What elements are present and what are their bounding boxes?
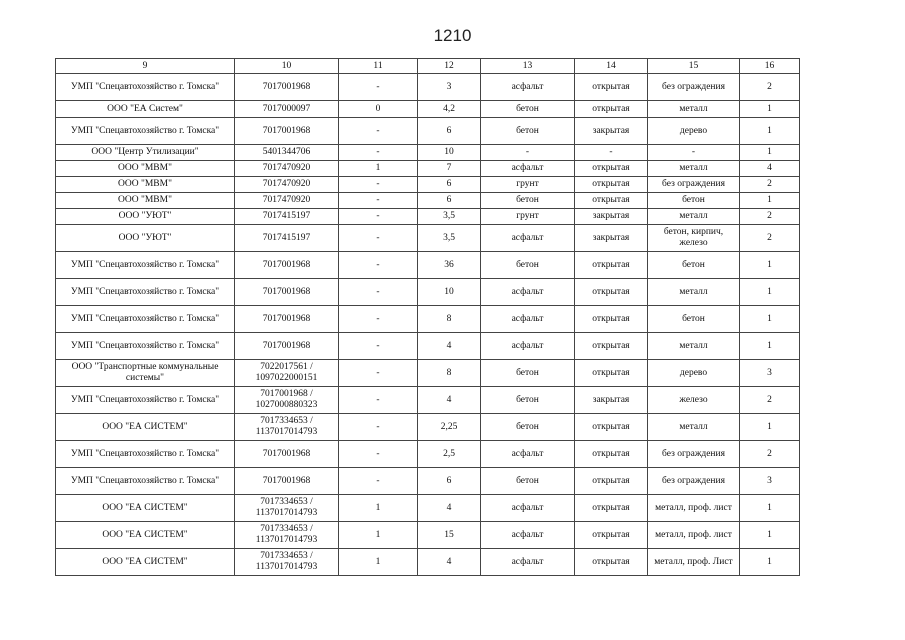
cell-inn: 7017334653 / 1137017014793	[235, 549, 339, 576]
cell-area: 3	[418, 74, 481, 101]
cell-fence: дерево	[648, 360, 740, 387]
cell-inn: 7017001968	[235, 279, 339, 306]
cell-count: 1	[740, 333, 800, 360]
cell-type: открытая	[575, 441, 648, 468]
cell-type: открытая	[575, 414, 648, 441]
column-header: 10	[235, 59, 339, 74]
cell-fence: без ограждения	[648, 177, 740, 193]
cell-col11: 1	[339, 495, 418, 522]
cell-surface: асфальт	[481, 74, 575, 101]
cell-surface: бетон	[481, 118, 575, 145]
cell-inn: 7017001968	[235, 306, 339, 333]
cell-type: открытая	[575, 549, 648, 576]
cell-col11: -	[339, 387, 418, 414]
cell-owner: ООО "ЕА Систем"	[56, 101, 235, 118]
cell-count: 2	[740, 177, 800, 193]
cell-type: -	[575, 145, 648, 161]
cell-owner: ООО "УЮТ"	[56, 225, 235, 252]
cell-inn: 7017334653 / 1137017014793	[235, 495, 339, 522]
cell-fence: металл	[648, 279, 740, 306]
cell-col11: -	[339, 360, 418, 387]
cell-owner: УМП "Спецавтохозяйство г. Томска"	[56, 279, 235, 306]
cell-fence: дерево	[648, 118, 740, 145]
cell-owner: УМП "Спецавтохозяйство г. Томска"	[56, 387, 235, 414]
cell-inn: 7017001968	[235, 333, 339, 360]
cell-fence: металл, проф. лист	[648, 495, 740, 522]
cell-owner: ООО "ЕА СИСТЕМ"	[56, 549, 235, 576]
table-row	[56, 145, 800, 161]
cell-fence: металл	[648, 333, 740, 360]
cell-type: закрытая	[575, 225, 648, 252]
cell-surface: бетон	[481, 101, 575, 118]
table-row	[56, 279, 800, 306]
cell-col11: -	[339, 145, 418, 161]
cell-type: открытая	[575, 193, 648, 209]
cell-owner: УМП "Спецавтохозяйство г. Томска"	[56, 306, 235, 333]
cell-surface: бетон	[481, 468, 575, 495]
cell-count: 2	[740, 209, 800, 225]
cell-type: открытая	[575, 360, 648, 387]
cell-inn: 7017470920	[235, 177, 339, 193]
cell-count: 1	[740, 549, 800, 576]
table-row	[56, 495, 800, 522]
table-row	[56, 74, 800, 101]
cell-fence: металл	[648, 101, 740, 118]
cell-count: 2	[740, 225, 800, 252]
cell-count: 1	[740, 193, 800, 209]
cell-area: 8	[418, 360, 481, 387]
cell-type: открытая	[575, 177, 648, 193]
cell-inn: 7017415197	[235, 225, 339, 252]
cell-inn: 7017000097	[235, 101, 339, 118]
cell-surface: бетон	[481, 193, 575, 209]
cell-inn: 7017001968	[235, 468, 339, 495]
cell-inn: 7017415197	[235, 209, 339, 225]
cell-owner: УМП "Спецавтохозяйство г. Томска"	[56, 74, 235, 101]
cell-fence: бетон	[648, 306, 740, 333]
cell-surface: -	[481, 145, 575, 161]
cell-owner: ООО "УЮТ"	[56, 209, 235, 225]
cell-inn: 7017334653 / 1137017014793	[235, 414, 339, 441]
table-row	[56, 306, 800, 333]
cell-col11: -	[339, 209, 418, 225]
cell-inn: 7017001968	[235, 74, 339, 101]
cell-surface: асфальт	[481, 441, 575, 468]
cell-area: 3,5	[418, 209, 481, 225]
cell-inn: 7017470920	[235, 161, 339, 177]
cell-fence: металл	[648, 414, 740, 441]
page-number: 1210	[433, 26, 472, 45]
cell-surface: асфальт	[481, 161, 575, 177]
cell-surface: бетон	[481, 360, 575, 387]
cell-type: открытая	[575, 522, 648, 549]
cell-type: закрытая	[575, 118, 648, 145]
table-row	[56, 209, 800, 225]
cell-owner: УМП "Спецавтохозяйство г. Томска"	[56, 441, 235, 468]
cell-count: 2	[740, 74, 800, 101]
cell-type: закрытая	[575, 209, 648, 225]
cell-count: 1	[740, 145, 800, 161]
cell-owner: УМП "Спецавтохозяйство г. Томска"	[56, 468, 235, 495]
cell-area: 2,25	[418, 414, 481, 441]
cell-surface: грунт	[481, 209, 575, 225]
cell-area: 36	[418, 252, 481, 279]
column-header: 9	[56, 59, 235, 74]
table-row	[56, 468, 800, 495]
cell-col11: -	[339, 252, 418, 279]
cell-inn: 7022017561 / 1097022000151	[235, 360, 339, 387]
cell-fence: металл	[648, 161, 740, 177]
table-body	[56, 74, 800, 576]
table-row	[56, 252, 800, 279]
table-row	[56, 225, 800, 252]
cell-count: 1	[740, 118, 800, 145]
cell-col11: 1	[339, 549, 418, 576]
cell-type: открытая	[575, 495, 648, 522]
cell-surface: бетон	[481, 414, 575, 441]
cell-count: 2	[740, 387, 800, 414]
cell-surface: асфальт	[481, 549, 575, 576]
cell-col11: -	[339, 74, 418, 101]
cell-area: 4	[418, 549, 481, 576]
cell-surface: асфальт	[481, 225, 575, 252]
cell-col11: -	[339, 225, 418, 252]
table-row	[56, 161, 800, 177]
cell-surface: асфальт	[481, 522, 575, 549]
cell-inn: 7017470920	[235, 193, 339, 209]
cell-owner: ООО "ЕА СИСТЕМ"	[56, 522, 235, 549]
table-row	[56, 333, 800, 360]
cell-owner: ООО "МВМ"	[56, 193, 235, 209]
table-row	[56, 193, 800, 209]
column-header: 12	[418, 59, 481, 74]
cell-fence: железо	[648, 387, 740, 414]
cell-fence: -	[648, 145, 740, 161]
cell-area: 8	[418, 306, 481, 333]
cell-fence: без ограждения	[648, 441, 740, 468]
cell-type: открытая	[575, 161, 648, 177]
cell-area: 10	[418, 279, 481, 306]
cell-inn: 5401344706	[235, 145, 339, 161]
cell-area: 2,5	[418, 441, 481, 468]
cell-area: 15	[418, 522, 481, 549]
cell-col11: 1	[339, 522, 418, 549]
cell-inn: 7017334653 / 1137017014793	[235, 522, 339, 549]
cell-type: открытая	[575, 252, 648, 279]
cell-count: 4	[740, 161, 800, 177]
cell-fence: бетон	[648, 252, 740, 279]
cell-col11: 0	[339, 101, 418, 118]
column-header: 14	[575, 59, 648, 74]
cell-inn: 7017001968 / 1027000880323	[235, 387, 339, 414]
cell-type: открытая	[575, 101, 648, 118]
cell-area: 6	[418, 177, 481, 193]
cell-area: 6	[418, 118, 481, 145]
cell-fence: бетон	[648, 193, 740, 209]
cell-owner: УМП "Спецавтохозяйство г. Томска"	[56, 333, 235, 360]
table-row	[56, 360, 800, 387]
table-row	[56, 387, 800, 414]
cell-area: 3,5	[418, 225, 481, 252]
cell-count: 3	[740, 468, 800, 495]
cell-type: открытая	[575, 279, 648, 306]
cell-inn: 7017001968	[235, 252, 339, 279]
cell-fence: металл, проф. лист	[648, 522, 740, 549]
cell-inn: 7017001968	[235, 118, 339, 145]
cell-surface: бетон	[481, 387, 575, 414]
cell-col11: -	[339, 306, 418, 333]
cell-area: 4	[418, 333, 481, 360]
cell-type: открытая	[575, 468, 648, 495]
cell-surface: асфальт	[481, 306, 575, 333]
cell-type: закрытая	[575, 387, 648, 414]
cell-type: открытая	[575, 74, 648, 101]
column-header: 13	[481, 59, 575, 74]
cell-surface: бетон	[481, 252, 575, 279]
cell-col11: -	[339, 441, 418, 468]
cell-area: 4	[418, 387, 481, 414]
table-row	[56, 414, 800, 441]
cell-count: 1	[740, 279, 800, 306]
cell-col11: -	[339, 279, 418, 306]
cell-col11: -	[339, 118, 418, 145]
cell-fence: без ограждения	[648, 74, 740, 101]
cell-area: 4	[418, 495, 481, 522]
cell-surface: асфальт	[481, 495, 575, 522]
cell-count: 1	[740, 306, 800, 333]
cell-count: 1	[740, 101, 800, 118]
cell-col11: -	[339, 414, 418, 441]
cell-col11: -	[339, 468, 418, 495]
cell-area: 7	[418, 161, 481, 177]
cell-owner: ООО "МВМ"	[56, 161, 235, 177]
cell-count: 2	[740, 441, 800, 468]
cell-owner: ООО "ЕА СИСТЕМ"	[56, 414, 235, 441]
cell-count: 1	[740, 252, 800, 279]
cell-fence: металл	[648, 209, 740, 225]
cell-type: открытая	[575, 306, 648, 333]
cell-count: 1	[740, 522, 800, 549]
cell-owner: УМП "Спецавтохозяйство г. Томска"	[56, 252, 235, 279]
table-row	[56, 118, 800, 145]
cell-col11: -	[339, 193, 418, 209]
cell-type: открытая	[575, 333, 648, 360]
table-row	[56, 522, 800, 549]
cell-area: 10	[418, 145, 481, 161]
cell-owner: ООО "ЕА СИСТЕМ"	[56, 495, 235, 522]
cell-surface: грунт	[481, 177, 575, 193]
table-row	[56, 441, 800, 468]
cell-area: 6	[418, 468, 481, 495]
cell-col11: -	[339, 177, 418, 193]
cell-surface: асфальт	[481, 279, 575, 306]
cell-count: 3	[740, 360, 800, 387]
cell-area: 4,2	[418, 101, 481, 118]
cell-owner: ООО "МВМ"	[56, 177, 235, 193]
column-header: 16	[740, 59, 800, 74]
cell-col11: 1	[339, 161, 418, 177]
cell-count: 1	[740, 414, 800, 441]
table-row	[56, 549, 800, 576]
cell-owner: УМП "Спецавтохозяйство г. Томска"	[56, 118, 235, 145]
cell-owner: ООО "Транспортные коммунальные системы"	[56, 360, 235, 387]
cell-count: 1	[740, 495, 800, 522]
column-header: 15	[648, 59, 740, 74]
cell-fence: без ограждения	[648, 468, 740, 495]
cell-inn: 7017001968	[235, 441, 339, 468]
cell-owner: ООО "Центр Утилизации"	[56, 145, 235, 161]
cell-area: 6	[418, 193, 481, 209]
table-row	[56, 177, 800, 193]
table-row	[56, 101, 800, 118]
cell-col11: -	[339, 333, 418, 360]
header-row	[56, 59, 800, 74]
cell-fence: металл, проф. Лист	[648, 549, 740, 576]
cell-fence: бетон, кирпич, железо	[648, 225, 740, 252]
registry-table	[55, 58, 800, 576]
cell-surface: асфальт	[481, 333, 575, 360]
column-header: 11	[339, 59, 418, 74]
